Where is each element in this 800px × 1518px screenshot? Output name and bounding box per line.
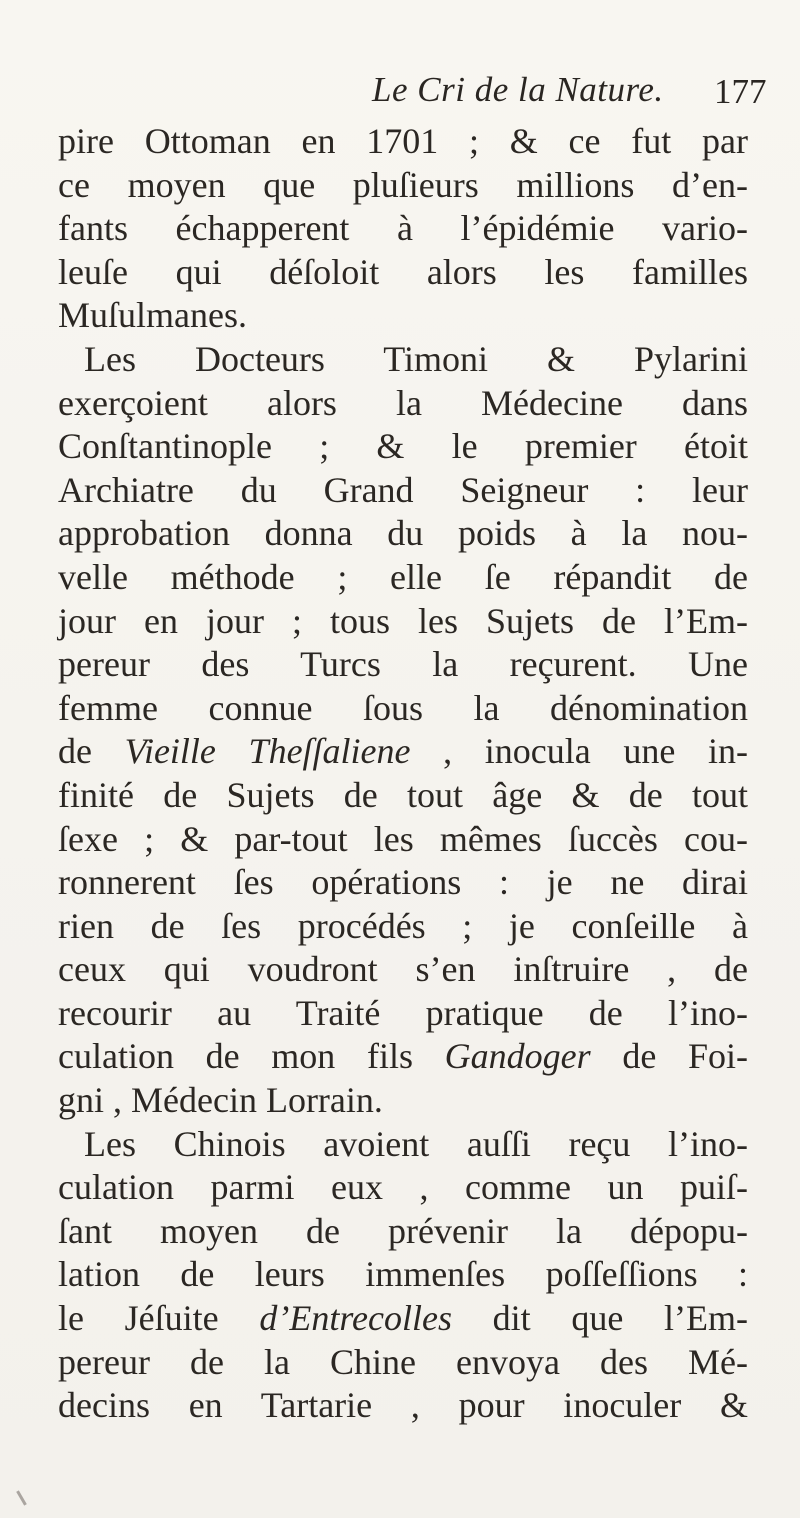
italic-text: Gandoger (444, 1036, 591, 1077)
text-segment: femme connue ſous la dénomination (58, 687, 748, 728)
body-text (58, 120, 748, 1428)
text-line (58, 905, 748, 949)
text-segment: culation de mon fils (58, 1036, 445, 1077)
text-line (58, 294, 748, 338)
text-line (58, 1079, 748, 1123)
text-line (58, 251, 748, 295)
page-header (0, 70, 800, 118)
text-line (58, 730, 748, 774)
text-line (58, 207, 748, 251)
text-line (58, 425, 748, 469)
text-segment: ce moyen que pluſieurs millions d’en- (58, 164, 748, 205)
text-line (58, 338, 748, 382)
text-segment: le Jéſuite (58, 1298, 260, 1339)
text-line (58, 1341, 748, 1385)
text-segment: , inocula une in- (410, 731, 748, 772)
text-segment: de (58, 731, 125, 772)
text-line (58, 1210, 748, 1254)
text-segment: ſexe ; & par-tout les mêmes ſuccès cou- (58, 818, 748, 859)
text-line (58, 1384, 748, 1428)
text-line (58, 1253, 748, 1297)
text-line (58, 687, 748, 731)
text-segment: pereur des Turcs la reçurent. Une (58, 644, 748, 685)
text-line (58, 600, 748, 644)
text-segment: approbation donna du poids à la nou- (58, 513, 748, 554)
text-segment: Conſtantinople ; & le premier étoit (58, 426, 748, 467)
text-segment: ceux qui voudront s’en inſtruire , de (58, 949, 748, 990)
text-segment: velle méthode ; elle ſe répandit de (58, 556, 748, 597)
text-segment: Archiatre du Grand Seigneur : leur (58, 469, 748, 510)
text-segment: Muſulmanes. (58, 295, 247, 336)
text-line (58, 1035, 748, 1079)
text-segment: ſant moyen de prévenir la dépopu- (58, 1210, 748, 1251)
text-line (58, 774, 748, 818)
text-line (58, 1123, 748, 1167)
text-segment: pire Ottoman en 1701 ; & ce fut par (58, 121, 748, 161)
text-line (58, 643, 748, 687)
text-line (58, 382, 748, 426)
page-number: 177 (714, 72, 767, 111)
text-line (58, 469, 748, 513)
text-line (58, 948, 748, 992)
text-line (58, 556, 748, 600)
text-segment: culation parmi eux , comme un puiſ- (58, 1167, 748, 1208)
text-segment: leuſe qui déſoloit alors les familles (58, 251, 748, 292)
text-segment: fants échapperent à l’épidémie vario- (58, 208, 748, 249)
text-line (58, 164, 748, 208)
text-segment: finité de Sujets de tout âge & de tout (58, 774, 748, 815)
text-line (58, 861, 748, 905)
text-segment: pereur de la Chine envoya des Mé- (58, 1341, 748, 1382)
italic-text: d’Entrecolles (259, 1298, 452, 1339)
text-segment: lation de leurs immenſes poſſeſſions : (58, 1254, 748, 1295)
text-line (58, 120, 748, 164)
text-line (58, 512, 748, 556)
running-title: Le Cri de la Nature. (372, 70, 664, 109)
text-segment: exerçoient alors la Médecine dans (58, 382, 748, 423)
text-segment: dit que l’Em- (451, 1298, 749, 1339)
text-segment: ronnerent ſes opérations : je ne dirai (58, 862, 748, 903)
text-line (58, 1297, 748, 1341)
text-segment: Les Docteurs Timoni & Pylarini (84, 338, 748, 379)
text-segment: rien de ſes procédés ; je conſeille à (58, 905, 748, 946)
text-segment: de Foi- (590, 1036, 748, 1077)
text-segment: jour en jour ; tous les Sujets de l’Em- (58, 600, 748, 641)
text-line (58, 1166, 748, 1210)
text-segment: gni , Médecin Lorrain. (58, 1080, 383, 1121)
text-segment: Les Chinois avoient auſſi reçu l’ino- (84, 1123, 748, 1164)
text-line (58, 818, 748, 862)
italic-text: Vieille Theſſaliene (124, 731, 411, 772)
text-line (58, 992, 748, 1036)
text-segment: decins en Tartarie , pour inoculer & (58, 1385, 748, 1426)
page-blemish (16, 1490, 27, 1505)
text-segment: recourir au Traité pratique de l’ino- (58, 992, 748, 1033)
